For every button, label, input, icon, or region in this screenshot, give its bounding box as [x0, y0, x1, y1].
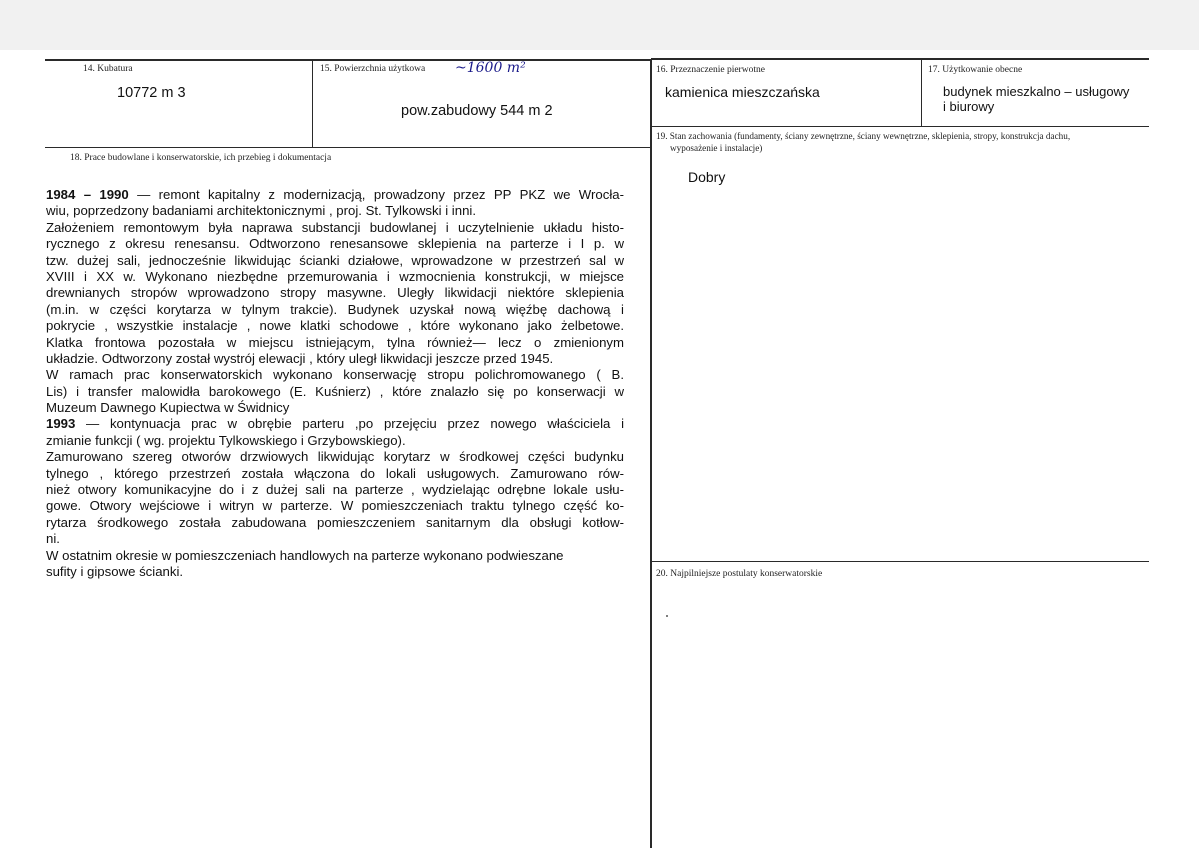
text-line: wiu, poprzedzony badaniami architektonicznymi , proj. St. Tylkowski i inni. — [46, 203, 477, 219]
text-line: tylnego , którego przestrzeń została włączona do lokali usługowych. Zamurowano rów- — [46, 465, 624, 481]
stan-value: Dobry — [688, 169, 726, 185]
divider-vertical-center — [650, 59, 652, 848]
stray-mark — [666, 615, 668, 617]
stan-label-line1: 19. Stan zachowania (fundamenty, ściany zewnętrzne, ściany wewnętrzne, sklepienia, stropy, konstrukcja dachu, — [656, 131, 1071, 141]
kubatura-label: 14. Kubatura — [83, 64, 133, 74]
prace-label: 18. Prace budowlane i konserwatorskie, ich przebieg i dokumentacja — [70, 153, 332, 163]
text-line: nież otwory komunikacyjne do i z dużej sali na parterze , wydzielając odrębne lokale usłu- — [46, 482, 624, 498]
text-line: drewnianych stropów wprowadzono stropy masywne. Uległy likwidacji niektóre sklepienia — [46, 285, 624, 301]
text-line: sufity i gipsowe ścianki. — [46, 563, 184, 579]
text-line — [46, 187, 624, 203]
text-line: Zamurowano szereg otworów drzwiowych likwidując korytarz w środkowej części budynku — [46, 449, 624, 465]
text-line: XVIII i XX w. Wykonano niezbędne przemurowania i wzmocnienia konstrukcji, w miejsce — [46, 268, 624, 284]
text-line: W ramach prac konserwatorskich wykonano konserwację stropu polichromowanego ( B. — [46, 367, 624, 383]
divider-horizontal-right — [651, 126, 1149, 127]
powierzchnia-handwritten: ~1600 m² — [455, 60, 526, 76]
prace-description — [46, 187, 624, 580]
przeznaczenie-value: kamienica mieszczańska — [665, 84, 820, 100]
divider-horizontal-right-lower — [651, 561, 1149, 562]
date-1993: 1993 — [46, 416, 76, 432]
powierzchnia-label: 15. Powierzchnia użytkowa — [320, 64, 426, 74]
postulaty-label: 20. Najpilniejsze postulaty konserwatorskie — [656, 569, 823, 579]
text-line: ni. — [46, 531, 60, 547]
text-line: W ostatnim okresie w pomieszczeniach handlowych na parterze wykonano podwieszane — [46, 547, 564, 563]
text-line: rycznego z okresu renesansu. Odtworzono renesansowe sklepienia na parterze i I p. w — [46, 236, 624, 252]
text-line: Muzeum Dawnego Kupiectwa w Świdnicy — [46, 400, 290, 416]
uzytkowanie-value-line2: i biurowy — [943, 99, 995, 114]
uzytkowanie-label: 17. Użytkowanie obecne — [928, 65, 1023, 75]
powierzchnia-zabudowy-value: pow.zabudowy 544 m 2 — [401, 103, 553, 119]
text-line: Klatka frontowa pozostała w miejscu istniejącym, tylna również— lecz o zmienionym — [46, 334, 624, 350]
text-line: Założeniem remontowym była naprawa substancji budowlanej i uczytelnienie układu histo- — [46, 219, 624, 235]
text-line: zmianie funkcji ( wg. projektu Tylkowskiego i Grzybowskiego). — [46, 432, 406, 448]
text-line: pokrycie , wszystkie instalacje , nowe klatki schodowe , które wykonano jako żelbetowe. — [46, 318, 624, 334]
przeznaczenie-label: 16. Przeznaczenie pierwotne — [656, 65, 765, 75]
top-border-left — [45, 59, 651, 61]
text-line: gowe. Otwory wejściowe i witryn w parterze. W pomieszczeniach traktu tylnego część ko- — [46, 498, 624, 514]
text-line: tzw. dużej sali, jednocześnie likwidując ścianki działowe, wprowadzone w przestrzeń sal w — [46, 252, 624, 268]
text-line: (m.in. w części korytarza w tylnym trakcie). Budynek uzyskał nową więźbę dachową i — [46, 301, 624, 317]
kubatura-value: 10772 m 3 — [117, 85, 186, 101]
uzytkowanie-value-line1: budynek mieszkalno – usługowy — [943, 84, 1130, 99]
divider-horizontal-left — [45, 147, 651, 148]
text-span: — kontynuacja prac w obrębie parteru ,po przejęciu przez nowego właściciela i — [75, 416, 624, 432]
text-line: Lis) i transfer malowidła barokowego (E. Kuśnierz) , które znalazło się po konserwacji w — [46, 383, 624, 399]
text-line — [46, 416, 624, 432]
divider-vertical-2 — [921, 59, 922, 127]
text-line: rytarza środkowego została zabudowana pomieszczeniem sanitarnym dla obsługi kotłow- — [46, 514, 624, 530]
scan-top-margin — [0, 0, 1199, 50]
text-line: układzie. Odtworzony został wystrój elewacji , który uległ likwidacji jeszcze przed 1945. — [46, 350, 554, 366]
text-span: — remont kapitalny z modernizacją, prowadzony przez PP PKZ we Wrocła- — [137, 187, 624, 202]
top-border-right — [651, 58, 1149, 60]
divider-vertical-1 — [312, 60, 313, 148]
stan-label-line2: wyposażenie i instalacje) — [670, 143, 763, 153]
date-range-1984-1990: 1984 – 1990 — [46, 187, 129, 202]
